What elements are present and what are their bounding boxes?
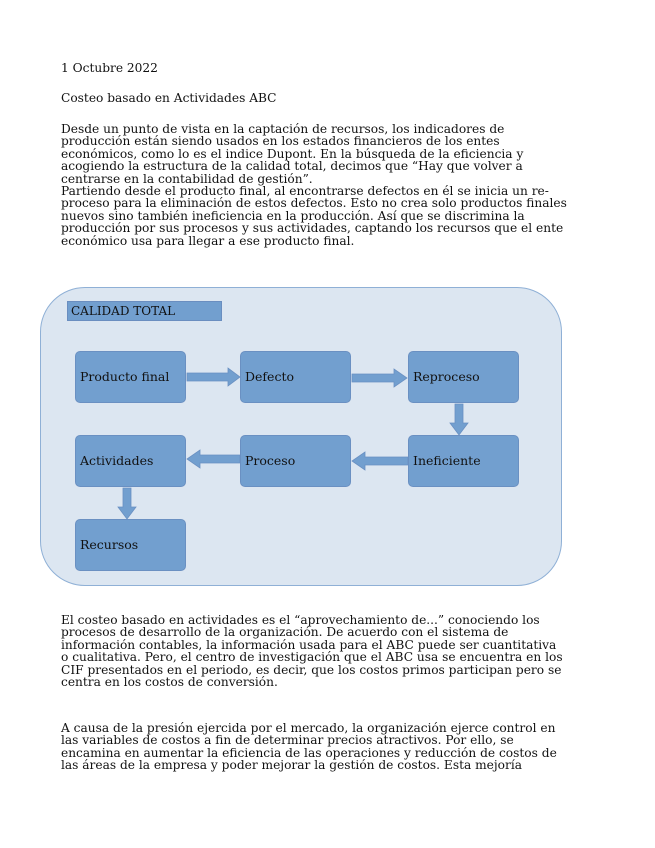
text-line: Partiendo desde el producto final, al encontrarse defectos en él se inicia un re- (61, 184, 549, 199)
text-line: A causa de la presión ejercida por el mercado, la organización ejerce control en (61, 721, 556, 735)
text-line: El costeo basado en actividades es el “aprovechamiento de...” conociendo los (61, 613, 540, 627)
arrow-right-icon (352, 369, 407, 387)
arrow-down-icon (450, 404, 468, 435)
text-line: centrarse en la contabilidad de gestión”. (61, 171, 313, 186)
arrow-left-icon (352, 452, 408, 470)
document-date: 1 Octubre 2022 (61, 61, 158, 75)
diagram-title: CALIDAD TOTAL (67, 301, 222, 321)
text-line: económicos, como lo es el indice Dupont. En la búsqueda de la eficiencia y (61, 146, 524, 161)
text-line: centra en los costos de conversión. (61, 675, 278, 690)
text-line: nuevos sino también ineficiencia en la producción. Así que se discrimina la (61, 208, 525, 223)
box-defecto: Defecto (240, 351, 351, 403)
text-line: procesos de desarrollo de la organización. De acuerdo con el sistema de (61, 625, 509, 640)
text-line: Desde un punto de vista en la captación de recursos, los indicadores de (61, 122, 505, 136)
text-line: las áreas de la empresa y poder mejorar la gestión de costos. Esta mejoría (61, 758, 522, 773)
text-line: económico usa para llegar a ese producto final. (61, 233, 355, 248)
box-recursos: Recursos (75, 519, 186, 571)
text-line: producción por sus procesos y sus actividades, captando los recursos que el ente (61, 221, 564, 236)
paragraph-3 (61, 722, 601, 772)
box-reproceso: Reproceso (408, 351, 519, 403)
document-title: Costeo basado en Actividades ABC (61, 91, 277, 105)
box-proceso: Proceso (240, 435, 351, 487)
text-line: proceso para la eliminación de estos defectos. Esto no crea solo productos finales (61, 196, 567, 211)
text-line: producción están siendo usados en los estados financieros de los entes (61, 134, 500, 149)
box-ineficiente: Ineficiente (408, 435, 519, 487)
text-line: las variables de costos a fin de determinar precios atractivos. Por ello, se (61, 733, 514, 748)
paragraph-2 (61, 614, 601, 688)
box-actividades: Actividades (75, 435, 186, 487)
text-line: CIF presentados en el periodo, es decir, que los costos primos participan pero se (61, 662, 562, 677)
arrow-left-icon (187, 450, 240, 468)
text-line: acogiendo la estructura de la calidad total, decimos que “Hay que volver a (61, 159, 523, 174)
arrow-right-icon (187, 368, 240, 386)
text-line: encamina en aumentar la eficiencia de las operaciones y reducción de costos de (61, 745, 557, 760)
text-line: o cualitativa. Pero, el centro de investigación que el ABC usa se encuentra en los (61, 650, 563, 665)
text-line: información contables, la información usada para el ABC puede ser cuantitativa (61, 637, 557, 652)
arrow-down-icon (118, 488, 136, 519)
box-producto-final: Producto final (75, 351, 186, 403)
